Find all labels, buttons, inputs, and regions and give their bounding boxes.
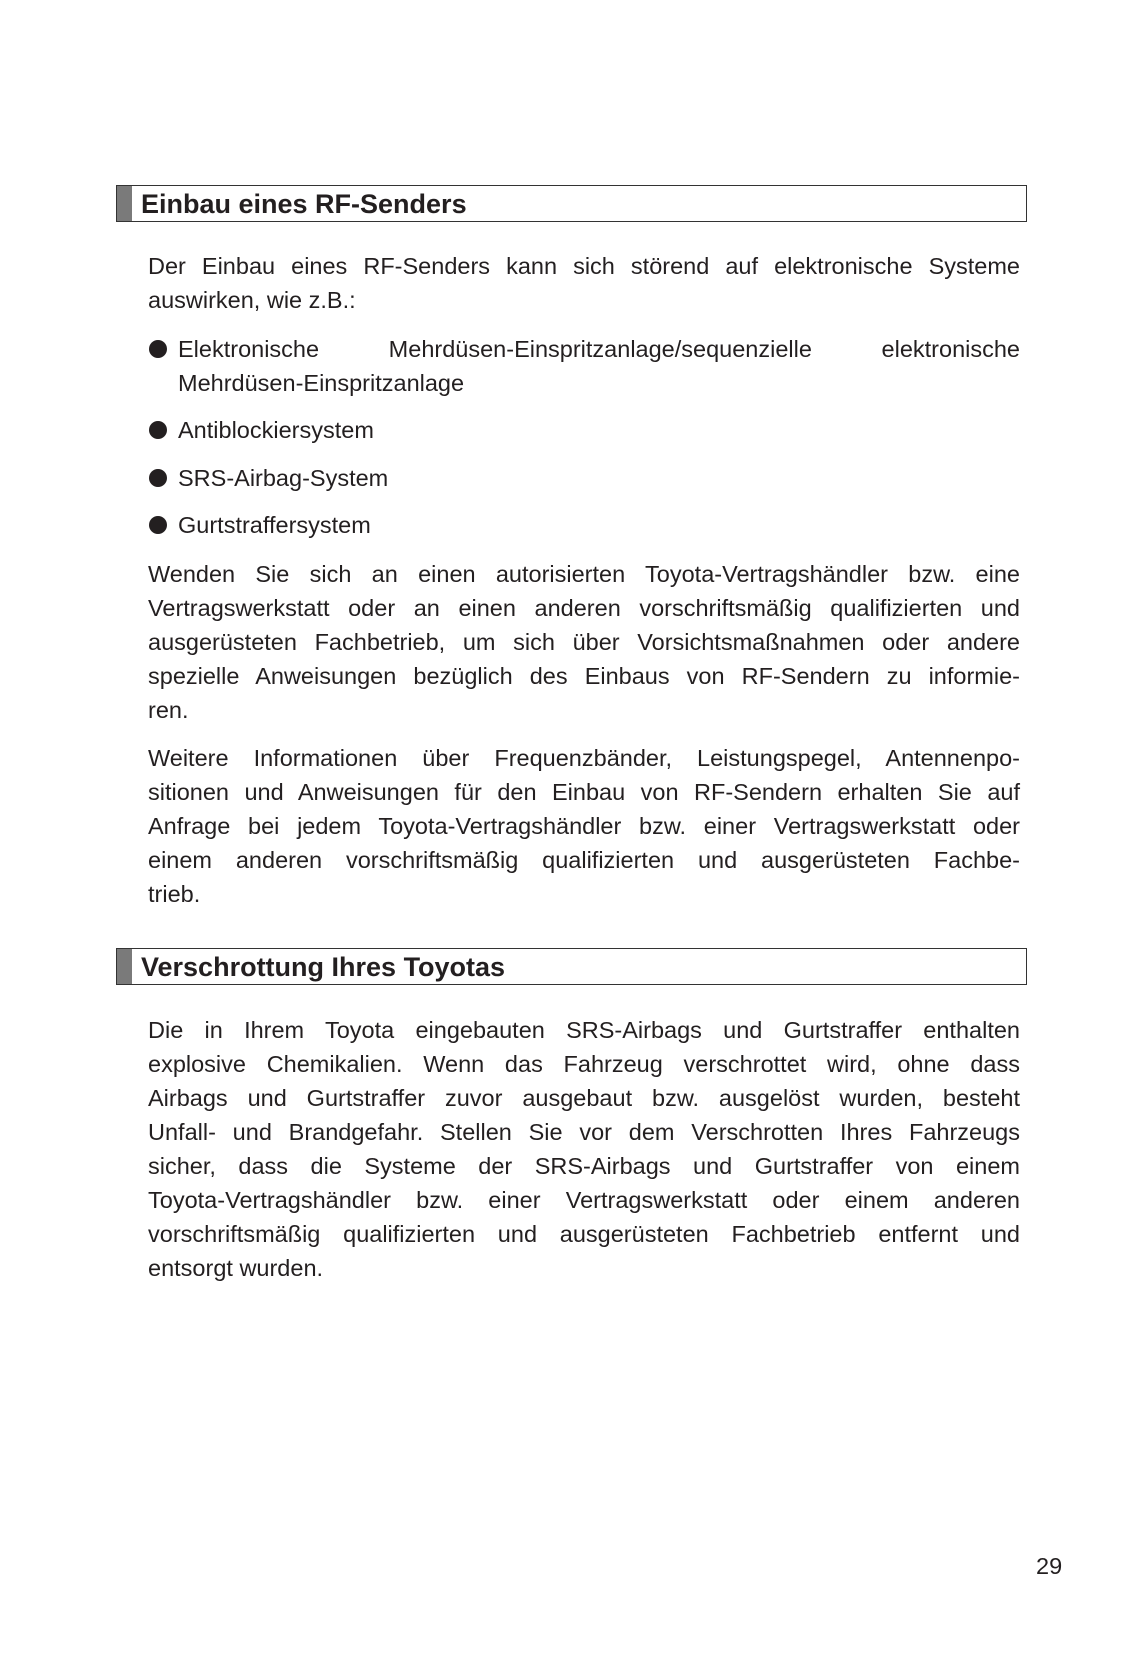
text-line: explosive Chemikalien. Wenn das Fahrzeug verschrottet wird, ohne dass [148, 1051, 1020, 1077]
paragraph [148, 557, 1020, 727]
text-line: sicher, dass die Systeme der SRS-Airbags und Gurtstraffer von einem [148, 1153, 1020, 1179]
text-line: entsorgt wurden. [148, 1255, 324, 1281]
list-item [148, 332, 1020, 400]
list-item [148, 508, 1020, 542]
heading-accent-bar [117, 949, 132, 984]
text-line: Wenden Sie sich an einen autorisierten Toyota-Vertragshändler bzw. eine [148, 561, 1020, 587]
bullet-icon [149, 516, 167, 534]
bullet-icon [149, 469, 167, 487]
heading-title: Einbau eines RF-Senders [141, 189, 467, 219]
text-line: Unfall- und Brandgefahr. Stellen Sie vor dem Verschrotten Ihres Fahrzeugs [148, 1119, 1020, 1145]
text-line: ren. [148, 697, 189, 723]
text-line: auswirken, wie z.B.: [148, 287, 356, 313]
paragraph [148, 741, 1020, 911]
text-line: spezielle Anweisungen bezüglich des Einbaus von RF-Sendern zu informie- [148, 663, 1020, 689]
text-line: Airbags und Gurtstraffer zuvor ausgebaut bzw. ausgelöst wurden, besteht [148, 1085, 1020, 1111]
list-item [148, 413, 1020, 447]
text-line: Mehrdüsen-Einspritzanlage [178, 370, 465, 396]
bullet-icon [149, 421, 167, 439]
text-line: vorschriftsmäßig qualifizierten und ausgerüsteten Fachbetrieb entfernt und [148, 1221, 1020, 1247]
text-line: Vertragswerkstatt oder an einen anderen vorschriftsmäßig qualifizierten und [148, 595, 1020, 621]
heading-title: Verschrottung Ihres Toyotas [141, 952, 506, 982]
text-line: Der Einbau eines RF-Senders kann sich störend auf elektronische Systeme [148, 253, 1020, 279]
paragraph-intro [148, 249, 1020, 317]
list-item-text: Antiblockiersystem [178, 417, 374, 443]
text-line: trieb. [148, 881, 201, 907]
text-line: ausgerüsteten Fachbetrieb, um sich über Vorsichtsmaßnahmen oder andere [148, 629, 1020, 655]
list-item [148, 461, 1020, 495]
text-line: Die in Ihrem Toyota eingebauten SRS-Airbags und Gurtstraffer enthalten [148, 1017, 1020, 1043]
list-item-text: Gurtstraffersystem [178, 512, 371, 538]
text-line: Anfrage bei jedem Toyota-Vertragshändler bzw. einer Vertragswerkstatt oder [148, 813, 1020, 839]
paragraph [148, 1013, 1020, 1285]
heading-accent-bar [117, 186, 132, 221]
text-line: Weitere Informationen über Frequenzbänder, Leistungspegel, Antennenpo- [148, 745, 1020, 771]
section-heading-verschrottung [116, 948, 1027, 985]
text-line: einem anderen vorschriftsmäßig qualifizierten und ausgerüsteten Fachbe- [148, 847, 1020, 873]
bullet-icon [149, 340, 167, 358]
text-line: sitionen und Anweisungen für den Einbau von RF-Sendern erhalten Sie auf [148, 779, 1020, 805]
list-item-text: SRS-Airbag-System [178, 465, 389, 491]
page-number: 29 [1036, 1553, 1063, 1579]
text-line: Elektronische Mehrdüsen-Einspritzanlage/sequenzielle elektronische [178, 336, 1020, 362]
text-line: Toyota-Vertragshändler bzw. einer Vertragswerkstatt oder einem anderen [148, 1187, 1020, 1213]
section-heading-rf-sender [116, 185, 1027, 222]
